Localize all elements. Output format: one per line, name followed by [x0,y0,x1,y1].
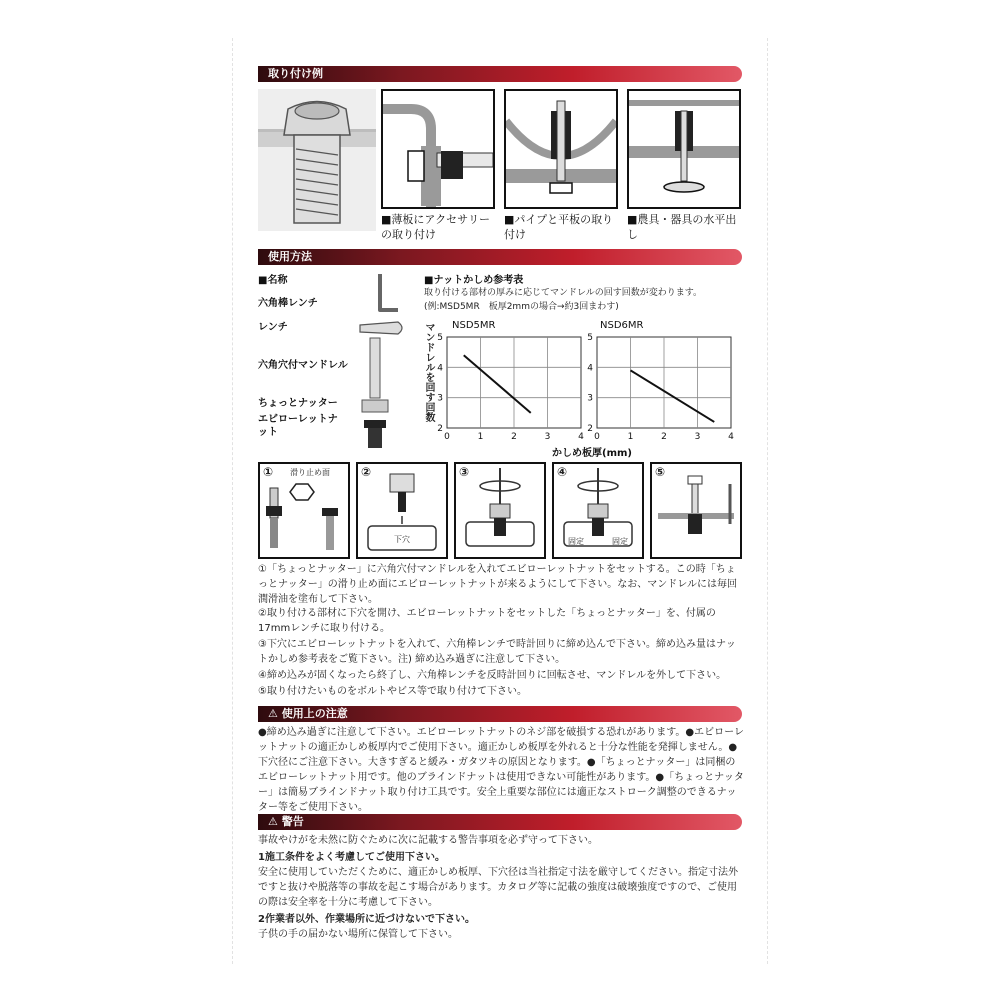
chart-1-x-tick: 0 [444,432,450,442]
chart-1-x-tick: 4 [578,432,584,442]
nutter-icon [362,400,388,412]
part-label-nutter: ちょっとナッター [258,398,338,409]
parts-illustrations [340,270,412,450]
chart-2-x-tick: 2 [661,432,667,442]
section-header-usage: 使用方法 [258,249,742,265]
caution-body: ●締め込み過ぎに注意して下さい。エビローレットナットのネジ部を破損する恐れがあります。●エビローレットナットの適正かしめ板厚内でご使用下さい。適正かしめ板厚を外れると十分な性能を発揮しません。●下穴径にご注意下さい。大きすぎると緩み・ガタツキの原因となります。●「ちょっとナッター」は同梱のエビローレットナット用です。他のブラインドナットは使用できない可能性があります。●「ちょっとナッター」は簡易ブラインドナット取り付け工具です。安全上重要な部位には適正なストローク調整のできるナッター等をご使用下さい。 [258,727,744,813]
x-axis-label: かしめ板厚(mm) [552,448,632,459]
chart-1-x-tick: 2 [511,432,517,442]
section-header-warning: ⚠ 警告 [258,814,742,830]
crimp-reference-chart [435,330,755,445]
step-text-3: ③下穴にエビローレットナットを入れて、六角棒レンチで時計回りに締め込んで下さい。締め込み量はナットかしめ参考表をご覧下さい。注) 締め込み過ぎに注意して下さい。 [258,639,736,665]
chart-1-x-tick: 1 [477,432,484,442]
example-leveling-figure [627,89,741,209]
chart-1-y-tick: 5 [437,333,443,343]
step-panel-2 [356,462,448,559]
fixed-label-right: 固定 [612,537,628,546]
step-panel-2-number: ② [361,465,372,479]
step-text-5: ⑤取り付けたいものをボルトやビス等で取り付けて下さい。 [258,686,527,697]
step-panel-4-number: ④ [557,465,568,479]
chart-2-y-tick: 3 [587,393,593,404]
chart-2-x-tick: 3 [694,432,701,442]
chart-1-y-tick: 2 [437,424,443,434]
names-title: ■名称 [258,275,288,286]
rivet-nut-icon [364,420,386,448]
warning-item-1-body: 安全に使用していただくために、適正かしめ板厚、下穴径は当社指定寸法を厳守してください。指定寸法外ですと抜けや脱落等の事故を起こす場合があります。カタログ等に記載の強度は破壊強度ですので、ご使用の際は安全率を十分に考慮して下さい。 [258,867,738,908]
example-caption-3: ■農具・器具の水平出し [627,213,737,241]
chart-1-title: NSD5MR [452,320,496,331]
chart-2-y-tick: 4 [587,363,593,374]
hex-wrench-icon [380,274,398,310]
chart-2-y-tick: 5 [587,333,593,343]
chart-1-y-tick: 4 [437,363,443,374]
wrench-icon [360,322,402,334]
step-text-4: ④締め込みが固くなったら終了し、六角棒レンチを反時計回りに回転させ、マンドレルを外して下さい。 [258,670,727,681]
warning-item-2-body: 子供の手の届かない場所に保管して下さい。 [258,929,458,940]
warning-intro: 事故やけがを未然に防ぐために次に記載する警告事項を必ず守って下さい。 [258,835,598,846]
example-thin-plate-figure [381,89,495,209]
mandrel-icon [370,338,380,398]
chart-section-title: ■ナットかしめ参考表 [424,275,524,286]
y-axis-label: マンドレルを回す回数 [423,322,434,422]
example-caption-2: ■パイプと平板の取り付け [504,213,614,241]
section-header-caution: ⚠ 使用上の注意 [258,706,742,722]
chart-note-1: 取り付ける部材の厚みに応じてマンドレルの回す回数が変わります。 [424,288,703,298]
example-pipe-figure [504,89,618,209]
step-panel-3-number: ③ [459,465,470,479]
chart-2-x-tick: 1 [627,432,634,442]
part-label-wrench: レンチ [258,322,288,333]
step-panel-1-number: ① [263,465,274,479]
step-panel-1 [258,462,350,559]
pilot-hole-label: 下穴 [394,535,410,544]
chart-1-y-tick: 3 [437,393,443,404]
step-text-2: ②取り付ける部材に下穴を開け、エビローレットナットをセットした「ちょっとナッター」を、付属の17mmレンチに取り付ける。 [258,608,716,634]
chart-1-x-tick: 3 [544,432,551,442]
fixed-label-left: 固定 [568,537,584,546]
chart-2-title: NSD6MR [600,320,644,331]
part-label-rivet-nut: エビローレットナット [258,414,338,438]
step-text-1: ①「ちょっとナッター」に六角穴付マンドレルを入れてエビローレットナットをセットする。この時「ちょっとナッター」の滑り止め面にエビローレットナットが来るようにして下さい。なお、マンドレルには毎回潤滑油を塗布して下さい。 [258,564,738,605]
chart-2-x-tick: 0 [594,432,600,442]
step-panel-3 [454,462,546,559]
chart-2-x-tick: 4 [728,432,734,442]
chart-note-2: (例:MSD5MR 板厚2mmの場合→約3回まわす) [424,302,619,312]
part-label-mandrel: 六角穴付マンドレル [258,360,348,371]
section-header-examples: 取り付け例 [258,66,742,82]
step-panel-5 [650,462,742,559]
step-panel-5-number: ⑤ [655,465,666,479]
part-label-hex-wrench: 六角棒レンチ [258,298,318,309]
chart-2-y-tick: 2 [587,424,593,434]
step-panel-4 [552,462,644,559]
example-caption-1: ■薄板にアクセサリーの取り付け [381,213,491,241]
warning-item-1-title: 1施工条件をよく考慮してご使用下さい。 [258,852,445,863]
slip-face-label: 滑り止め面 [290,468,330,477]
warning-item-2-title: 2作業者以外、作業場所に近づけないで下さい。 [258,914,475,925]
cutaway-illustration [258,89,376,231]
